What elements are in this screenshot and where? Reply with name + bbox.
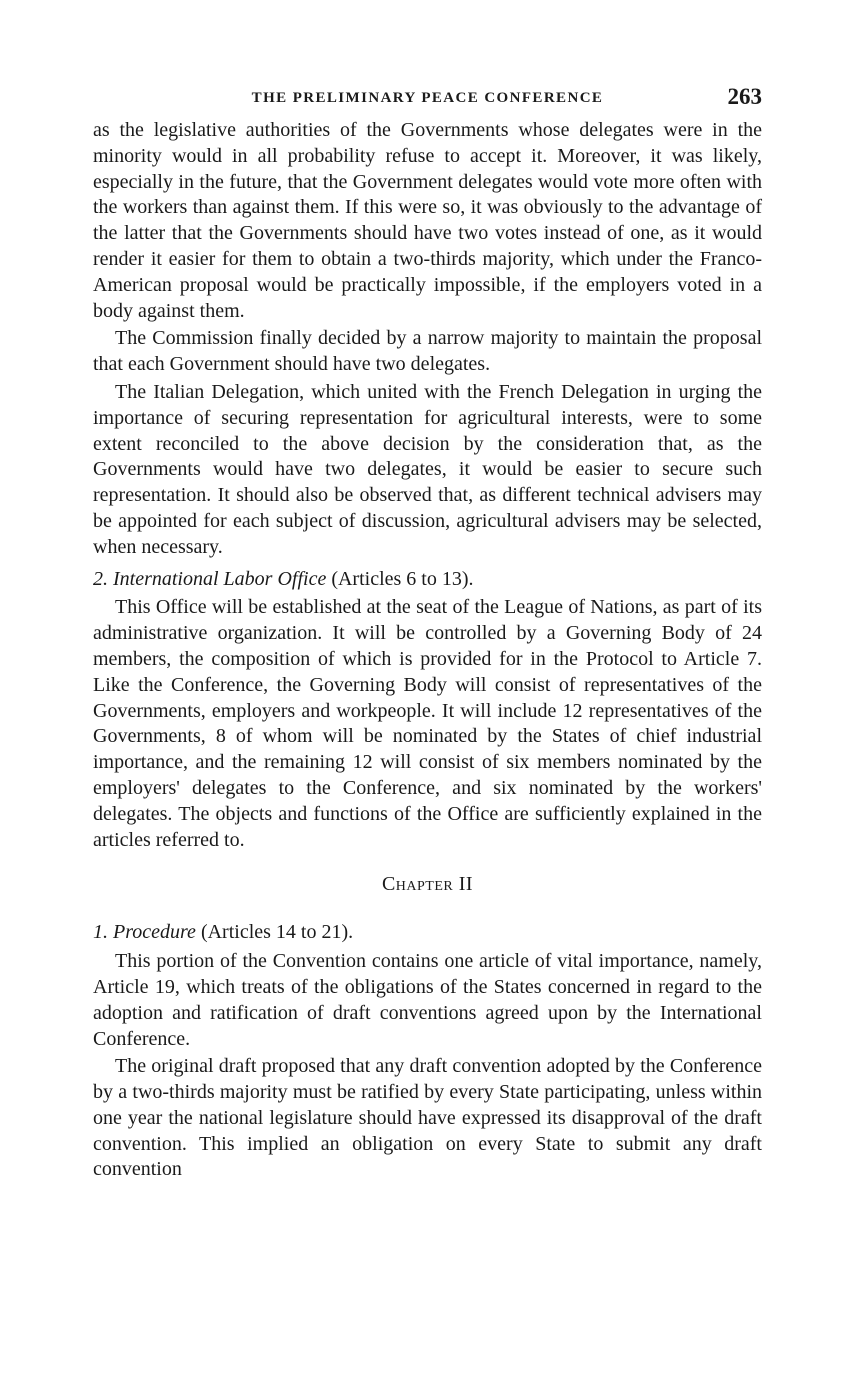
paragraph-procedure: This portion of the Convention contains one article of vital importance, namely, Article 19, which treats of the obligations of the States concerned in regard to the adoption and ratification of draft conventions agreed upon by the International Conference. — [93, 950, 762, 1050]
running-head — [93, 84, 762, 118]
body-text — [93, 118, 762, 561]
paragraph-labor-office: This Office will be established at the seat of the League of Nations, as part of its administrative organization. It will be controlled by a Governing Body of 24 members, the composition of which is provided for in the Protocol to Article 7. Like the Conference, the Governing Body will consist of representatives of the Governments, employers and workpeople. It will include 12 representatives of the Governments, 8 of whom will be nominated by the States of chief industrial importance, and the remaining 12 will consist of six members nominated by the employers' delegates to the Conference, and six nominated by the workers' delegates. The objects and functions of the Office are sufficiently explained in the articles referred to. — [93, 596, 762, 851]
section-title: Procedure — [113, 921, 196, 944]
paragraph-continuation: as the legislative authorities of the Governments whose delegates were in the minority would in all probability refuse to accept it. Moreover, it was likely, especially in the future, that the Government delegates would vote more often with the workers than against them. If this were so, it was obviously to the advantage of the latter that the Governments should have two votes instead of one, as it would render it easier for them to obtain a two-thirds majority, which under the Franco-American proposal would be practically impossible, if the employers voted in a body against them. — [93, 119, 762, 322]
section-heading-procedure — [93, 920, 762, 946]
running-title: THE PRELIMINARY PEACE CONFERENCE — [251, 90, 604, 106]
section-heading-labor-office — [93, 567, 762, 593]
section-number: 1. — [93, 921, 108, 944]
page-number: 263 — [727, 84, 762, 109]
body-text-procedure — [93, 949, 762, 1183]
section-number: 2. — [93, 567, 108, 590]
chapter-heading — [93, 873, 762, 896]
document-page — [93, 84, 762, 1183]
section-article-ref: (Articles 14 to 21). — [200, 921, 354, 944]
paragraph-italian-delegation: The Italian Delegation, which united with the French Delegation in urging the importance of securing representation for agricultural interests, were to some extent reconciled to the above decision by the consideration that, as the Governments would have two delegates, it would be easier to secure such representation. It should also be observed that, as different technical advisers may be appointed for each subject of discussion, agricultural advisers may be selected, when necessary. — [93, 380, 762, 558]
body-text-labor-office — [93, 595, 762, 853]
section-article-ref: (Articles 6 to 13). — [331, 567, 474, 590]
chapter-word: Chapter — [381, 873, 454, 896]
paragraph-commission-decision: The Commission finally decided by a narrow majority to maintain the proposal that each Government should have two delegates. — [93, 327, 762, 376]
chapter-numeral: II — [458, 873, 474, 896]
paragraph-original-draft: The original draft proposed that any draft convention adopted by the Conference by a two-thirds majority must be ratified by every State participating, unless within one year the national legislature should have expressed its disapproval of the draft convention. This implied an obligation on every State to submit any draft convention — [93, 1055, 762, 1181]
section-title: International Labor Office — [113, 567, 327, 590]
